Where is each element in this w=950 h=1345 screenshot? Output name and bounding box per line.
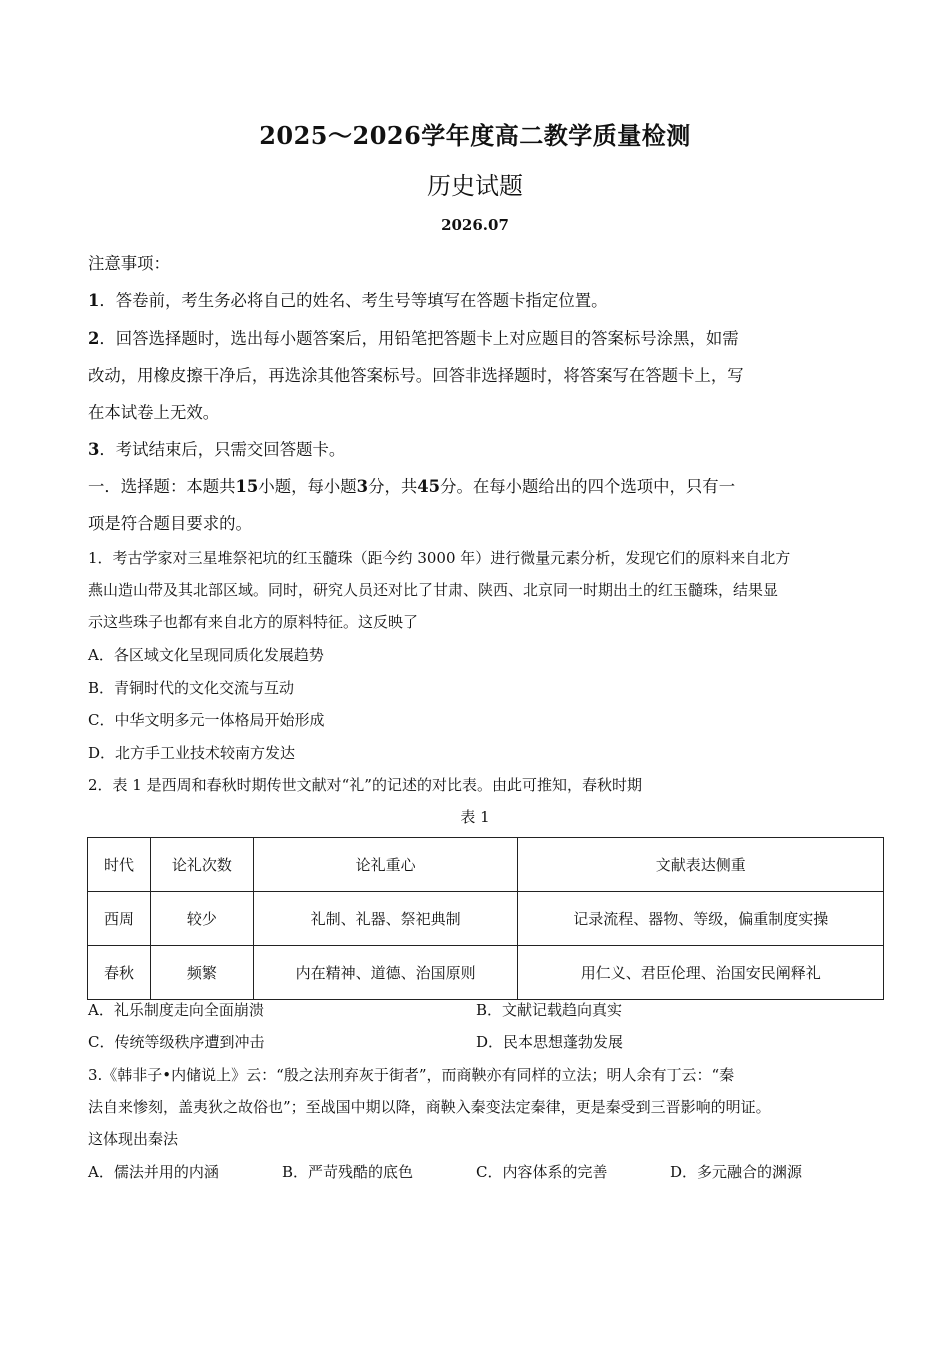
note-text: ．答卷前，考生务必将自己的姓名、考生号等填写在答题卡指定位置。 bbox=[99, 291, 608, 310]
q3-option-d: D．多元融合的渊源 bbox=[670, 1163, 803, 1181]
q3-stem-line: 法自来惨刻，盖夷狄之故俗也”；至战国中期以降，商鞅入秦变法定秦律，更是秦受到三晋影响的明证。 bbox=[88, 1098, 771, 1116]
comparison-table bbox=[87, 837, 884, 1000]
q1-stem-line: 燕山造山带及其北部区域。同时，研究人员还对比了甘肃、陕西、北京同一时期出土的红玉髓珠，结果显 bbox=[88, 581, 779, 599]
table-cell: 内在精神、道德、治国原则 bbox=[253, 946, 518, 1000]
note-number: 2 bbox=[88, 329, 100, 348]
table-cell: 频繁 bbox=[150, 946, 253, 1000]
q2-option-b: B．文献记载趋向真实 bbox=[476, 1001, 623, 1019]
table-cell: 用仁义、君臣伦理、治国安民阐释礼 bbox=[518, 946, 884, 1000]
table-header-row bbox=[88, 838, 884, 892]
table-header-cell: 文献表达侧重 bbox=[518, 838, 884, 892]
q1-stem-line: 示这些珠子也都有来自北方的原料特征。这反映了 bbox=[88, 613, 419, 631]
table-cell: 春秋 bbox=[88, 946, 151, 1000]
q3-stem-line: 这体现出秦法 bbox=[88, 1130, 179, 1148]
table-caption: 表 1 bbox=[460, 808, 490, 826]
points-each: 3 bbox=[356, 477, 369, 496]
q3-option-c: C．内容体系的完善 bbox=[476, 1163, 608, 1181]
note-item bbox=[88, 287, 868, 311]
note-text: 改动，用橡皮擦干净后，再选涂其他答案标号。回答非选择题时，将答案写在答题卡上，写 bbox=[88, 366, 744, 385]
q1-option-a: A．各区域文化呈现同质化发展趋势 bbox=[88, 646, 324, 664]
q1-option-c: C．中华文明多元一体格局开始形成 bbox=[88, 711, 325, 729]
q2-option-a: A．礼乐制度走向全面崩溃 bbox=[88, 1001, 264, 1019]
note-number: 3 bbox=[88, 440, 100, 459]
section-heading bbox=[88, 473, 868, 497]
note-text: ．回答选择题时，选出每小题答案后，用铅笔把答题卡上对应题目的答案标号涂黑，如需 bbox=[99, 329, 739, 348]
section-text: 一．选择题：本题共 bbox=[88, 477, 236, 496]
question-count: 15 bbox=[235, 477, 259, 496]
note-text: 在本试卷上无效。 bbox=[88, 403, 220, 422]
table-cell: 西周 bbox=[88, 892, 151, 946]
points-total: 45 bbox=[417, 477, 441, 496]
note-item bbox=[88, 436, 868, 460]
q3-stem-line: 3.《韩非子•内储说上》云：“殷之法刑弃灰于街者”，而商鞅亦有同样的立法；明人余有丁云：“秦 bbox=[88, 1066, 735, 1084]
table-cell: 较少 bbox=[150, 892, 253, 946]
exam-title: 2025～2026学年度高二教学质量检测 bbox=[259, 121, 691, 150]
q2-option-c: C．传统等级秩序遭到冲击 bbox=[88, 1033, 265, 1051]
table-header-cell: 时代 bbox=[88, 838, 151, 892]
note-item bbox=[88, 399, 868, 423]
table-row bbox=[88, 892, 884, 946]
q1-option-d: D．北方手工业技术较南方发达 bbox=[88, 744, 296, 762]
note-item bbox=[88, 362, 868, 386]
section-text: 小题，每小题 bbox=[258, 477, 357, 496]
section-text: 分。在每小题给出的四个选项中，只有一 bbox=[440, 477, 736, 496]
note-item bbox=[88, 325, 868, 349]
table-header-cell: 论礼次数 bbox=[150, 838, 253, 892]
q3-option-a: A．儒法并用的内涵 bbox=[88, 1163, 219, 1181]
table-header-cell: 论礼重心 bbox=[253, 838, 518, 892]
q2-option-d: D．民本思想蓬勃发展 bbox=[476, 1033, 624, 1051]
note-text: ．考试结束后，只需交回答题卡。 bbox=[99, 440, 346, 459]
q1-option-b: B．青铜时代的文化交流与互动 bbox=[88, 679, 295, 697]
q1-stem-line: 1．考古学家对三星堆祭祀坑的红玉髓珠（距今约 3000 年）进行微量元素分析，发现它们的原料来自北方 bbox=[88, 549, 791, 567]
section-heading-cont: 项是符合题目要求的。 bbox=[88, 514, 252, 533]
exam-subject: 历史试题 bbox=[427, 172, 523, 200]
table-cell: 礼制、礼器、祭祀典制 bbox=[253, 892, 518, 946]
q3-option-b: B．严苛残酷的底色 bbox=[282, 1163, 414, 1181]
section-text: 分，共 bbox=[368, 477, 418, 496]
table-cell: 记录流程、器物、等级，偏重制度实操 bbox=[518, 892, 884, 946]
notes-heading: 注意事项： bbox=[88, 254, 170, 273]
exam-date: 2026.07 bbox=[441, 216, 509, 234]
note-number: 1 bbox=[88, 291, 100, 310]
q2-stem: 2．表 1 是西周和春秋时期传世文献对“礼”的记述的对比表。由此可推知，春秋时期 bbox=[88, 776, 642, 794]
table-row bbox=[88, 946, 884, 1000]
